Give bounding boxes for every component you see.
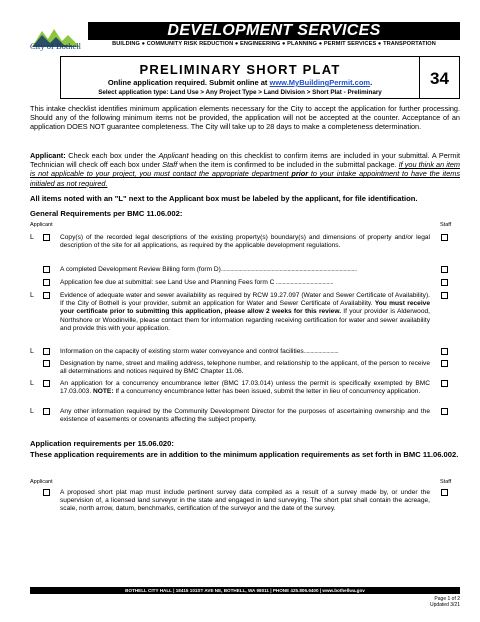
form-number: 34	[420, 56, 460, 99]
staff-checkbox[interactable]	[441, 380, 448, 387]
form-title: PRELIMINARY SHORT PLAT	[139, 62, 341, 77]
item-text: Any other information required by the Community Development Director for the purposes of ascertaining ownership and the existence of easements or covenants affecting the subject property.	[60, 408, 430, 424]
label-note: All items noted with an "L" next to the Applicant box must be labeled by the applicant, for file identification.	[30, 194, 418, 203]
application-type: Select application type: Land Use > Any Project Type > Land Division > Short Plat - Preliminary	[98, 89, 382, 96]
label-mark: L	[30, 408, 34, 415]
item-text: Designation by name, street and mailing address, telephone number, and relationship to the applicant, of the person to receive all determinations and notices required by BMC Chapter 11.06.	[60, 360, 430, 376]
online-instruction: Online application required. Submit online at www.MyBuildingPermit.com.	[107, 78, 373, 87]
applicant-checkbox[interactable]	[43, 360, 50, 367]
general-requirements-heading: General Requirements per BMC 11.06.002:	[30, 209, 183, 218]
application-requirements-subheading: These application requirements are in addition to the minimum application requirements as set forth in BMC 11.06.002.	[30, 450, 459, 459]
staff-checkbox[interactable]	[441, 234, 448, 241]
staff-checkbox[interactable]	[441, 292, 448, 299]
staff-column-label: Staff	[440, 479, 452, 485]
updated-date: Updated 3/21	[429, 602, 460, 609]
item-text: A proposed short plat map must include pertinent survey data compiled as a result of a survey made by, or under the supervision of, a licensed land surveyor in the state and engaged in land surveying. The short plat shall contain the acreage, scale, north arrow, datum, benchmarks, certification of the surveyor and the date of the survey.	[60, 489, 430, 513]
application-requirements-heading: Application requirements per 15.06.020:	[30, 439, 174, 448]
applicant-checkbox[interactable]	[43, 292, 50, 299]
item-text: Copy(s) of the recorded legal descriptions of the existing property(s) boundary(s) and dimensions of property and/or legal description of the site for all applications, as required by the applicable development regulations.	[60, 234, 430, 250]
staff-checkbox[interactable]	[441, 360, 448, 367]
applicant-checkbox[interactable]	[43, 234, 50, 241]
form-title-box	[60, 56, 420, 99]
applicant-checkbox[interactable]	[43, 348, 50, 355]
applicant-checkbox[interactable]	[43, 489, 50, 496]
staff-checkbox[interactable]	[441, 489, 448, 496]
item-text: Information on the capacity of existing storm water conveyance and control facilities..........................	[60, 348, 339, 355]
item-text: An application for a concurrency encumbrance letter (BMC 17.03.014) unless the permit is specifically exempted by BMC 17.03.003. NOTE: If a concurrency encumbrance letter has been issued, submit the letter in lieu of concurrency application.	[60, 380, 430, 396]
item-text: Evidence of adequate water and sewer availability as required by RCW 19.27.097 (Water and Sewer Certificate of Availability). If the City of Bothell is your provider, submit an application for Water and Sewer Certificate of Availability. You must receive your certificate prior to submitting this application, please allow 2 weeks for this review. If your provider is Alderwood, Northshore or Woodinville, please contact them for information regarding receiving certification for water and sewer availability and provide this with your application.	[60, 292, 430, 332]
applicant-checkbox[interactable]	[43, 408, 50, 415]
city-name: City of Bothell	[30, 41, 81, 51]
applicant-instructions: Applicant: Check each box under the Applicant heading on this checklist to confirm items are included in your submittal. A Permit Technician will check off each box under Staff when the item is confirmed to be included in the submittal package. If you think an item is not applicable to your project, you must contact the appropriate department prior to your intake appointment to have the items initialed as not required.	[30, 151, 460, 188]
applicant-column-label: Applicant	[30, 222, 53, 228]
mybuildingpermit-link[interactable]: www.MyBuildingPermit.com	[269, 78, 371, 87]
applicant-column-label: Applicant	[30, 479, 53, 485]
page-number: Page 1 of 2	[434, 596, 460, 602]
footer-address: BOTHELL CITY HALL | 18415 101ST AVE NE, BOTHELL, WA 98011 | PHONE 425.806.6400 | www.bothellwa.gov	[30, 587, 460, 594]
item-text: Application fee due at submittal: see Land Use and Planning Fees form C ...........................................	[60, 279, 334, 286]
label-mark: L	[30, 234, 34, 241]
staff-checkbox[interactable]	[441, 279, 448, 286]
staff-checkbox[interactable]	[441, 348, 448, 355]
item-text: A completed Development Review Billing form (form D)......................................................................................................	[60, 266, 357, 273]
staff-column-label: Staff	[440, 222, 452, 228]
label-mark: L	[30, 380, 34, 387]
staff-checkbox[interactable]	[441, 408, 448, 415]
page-info	[430, 596, 460, 609]
applicant-checkbox[interactable]	[43, 279, 50, 286]
applicant-checkbox[interactable]	[43, 380, 50, 387]
label-mark: L	[30, 348, 34, 355]
staff-checkbox[interactable]	[441, 266, 448, 273]
label-mark: L	[30, 292, 34, 299]
intro-paragraph: This intake checklist identifies minimum application elements necessary for the City to accept the application for further processing. Should any of the following minimum items not be provided, the application will not be accepted at the counter. Acceptance of an application DOES NOT guarantee completeness. The City will take up to 28 days to make a completeness determination.	[30, 104, 460, 132]
department-subtitle: BUILDING ● COMMUNITY RISK REDUCTION ● ENGINEERING ● PLANNING ● PERMIT SERVICES ● TRANSPORTATION	[112, 41, 436, 47]
department-title: DEVELOPMENT SERVICES	[88, 22, 460, 40]
applicant-checkbox[interactable]	[43, 266, 50, 273]
